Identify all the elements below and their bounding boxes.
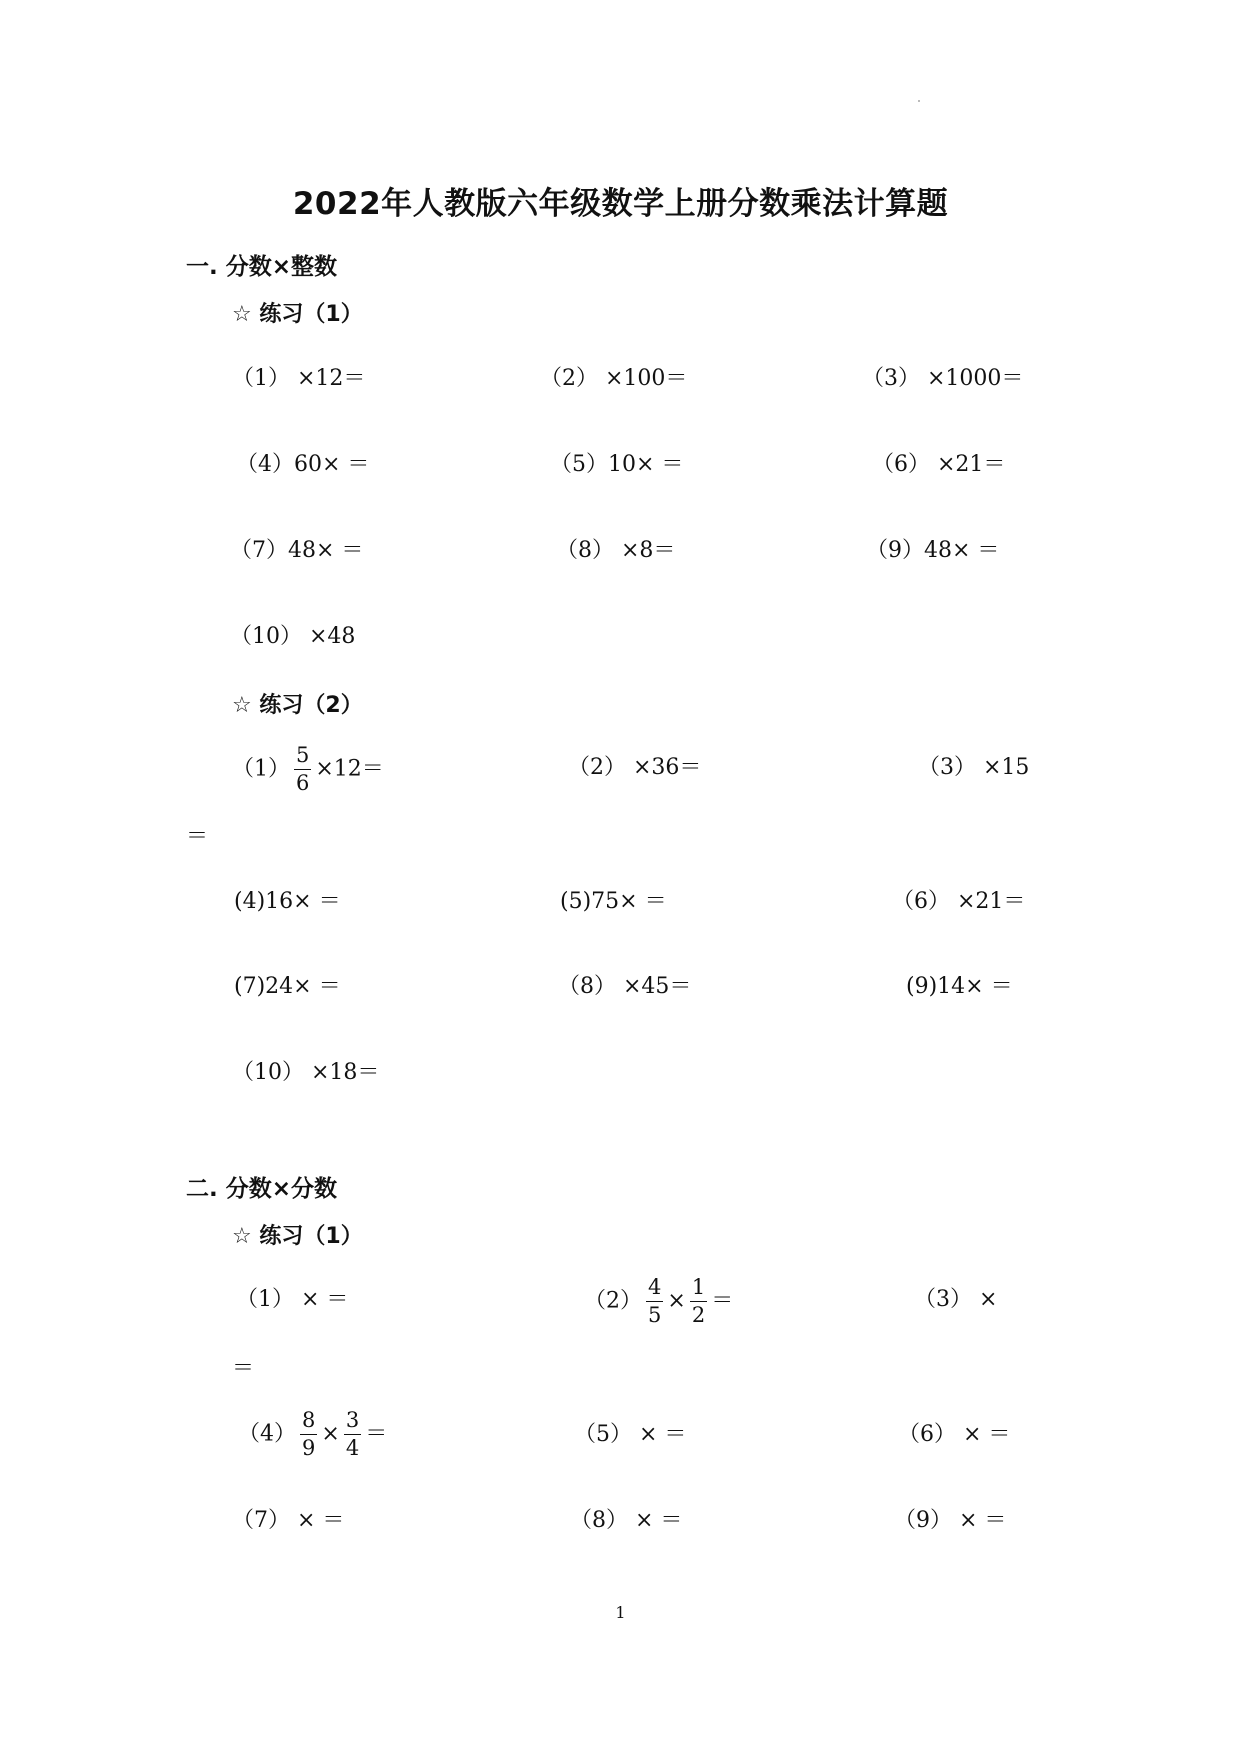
problem-1-1-8: （8） ×8＝ xyxy=(556,538,676,563)
problem-2-1-2 xyxy=(584,1277,733,1326)
numerator: 4 xyxy=(646,1277,663,1302)
problem-1-2-10: （10） ×18＝ xyxy=(232,1060,380,1085)
problem-2-1-8: （8） × ＝ xyxy=(570,1508,683,1533)
practice-label-1-2: ☆ 练习（2） xyxy=(232,693,363,718)
problem-1-2-2: （2） ×36＝ xyxy=(568,755,702,780)
operator: × xyxy=(321,1421,340,1447)
denominator: 2 xyxy=(691,1303,706,1327)
numerator: 1 xyxy=(690,1277,707,1302)
problem-1-1-1: （1） ×12＝ xyxy=(232,366,366,391)
problem-1-2-6: （6） ×21＝ xyxy=(892,889,1026,914)
problem-1-2-9: (9)14× ＝ xyxy=(906,974,1013,999)
problem-1-1-7: （7）48× ＝ xyxy=(230,538,364,563)
fraction xyxy=(344,1410,361,1459)
denominator: 5 xyxy=(648,1303,662,1327)
page-number: 1 xyxy=(615,1603,626,1622)
fraction xyxy=(690,1277,707,1326)
problem-prefix: （4） xyxy=(238,1421,296,1447)
problem-2-1-6: （6） × ＝ xyxy=(898,1422,1011,1447)
problem-1-2-7: (7)24× ＝ xyxy=(234,974,341,999)
problem-1-1-4: （4）60× ＝ xyxy=(236,452,370,477)
numerator: 5 xyxy=(294,745,311,770)
section-heading-1: 一. 分数×整数 xyxy=(186,254,338,280)
fraction xyxy=(294,745,311,794)
problem-1-1-2: （2） ×100＝ xyxy=(540,366,688,391)
page-title: 2022年人教版六年级数学上册分数乘法计算题 xyxy=(292,186,949,222)
continuation-equals-1: ＝ xyxy=(186,824,209,849)
problem-2-1-7: （7） × ＝ xyxy=(232,1508,345,1533)
fraction xyxy=(300,1410,317,1459)
problem-2-1-1: （1） × ＝ xyxy=(236,1287,349,1312)
numerator: 8 xyxy=(300,1410,317,1435)
speck xyxy=(918,100,920,102)
problem-prefix: （1） xyxy=(232,756,290,782)
numerator: 3 xyxy=(344,1410,361,1435)
problem-2-1-4 xyxy=(238,1410,387,1459)
denominator: 4 xyxy=(345,1436,360,1460)
problem-suffix: ＝ xyxy=(711,1288,734,1314)
fraction xyxy=(646,1277,663,1326)
problem-1-1-3: （3） ×1000＝ xyxy=(862,366,1024,391)
problem-suffix: ×12＝ xyxy=(315,756,384,782)
problem-1-1-5: （5）10× ＝ xyxy=(550,452,684,477)
practice-label-2-1: ☆ 练习（1） xyxy=(232,1224,363,1249)
problem-2-1-9: （9） × ＝ xyxy=(894,1508,1007,1533)
problem-prefix: （2） xyxy=(584,1288,642,1314)
problem-1-2-5: (5)75× ＝ xyxy=(560,889,667,914)
problem-1-2-8: （8） ×45＝ xyxy=(558,974,692,999)
problem-1-1-6: （6） ×21＝ xyxy=(872,452,1006,477)
practice-label-1-1: ☆ 练习（1） xyxy=(232,302,363,327)
problem-1-2-1 xyxy=(232,745,384,794)
problem-1-1-9: （9）48× ＝ xyxy=(866,538,1000,563)
continuation-equals-2: ＝ xyxy=(232,1356,255,1381)
problem-1-1-10: （10） ×48 xyxy=(230,624,356,649)
problem-2-1-3: （3） × xyxy=(914,1287,998,1312)
denominator: 6 xyxy=(296,771,310,795)
problem-suffix: ＝ xyxy=(365,1421,388,1447)
denominator: 9 xyxy=(302,1436,316,1460)
problem-1-2-4: (4)16× ＝ xyxy=(234,889,341,914)
operator: × xyxy=(667,1288,686,1314)
problem-1-2-3: （3） ×15 xyxy=(918,755,1030,780)
section-heading-2: 二. 分数×分数 xyxy=(186,1176,338,1202)
problem-2-1-5: （5） × ＝ xyxy=(574,1422,687,1447)
